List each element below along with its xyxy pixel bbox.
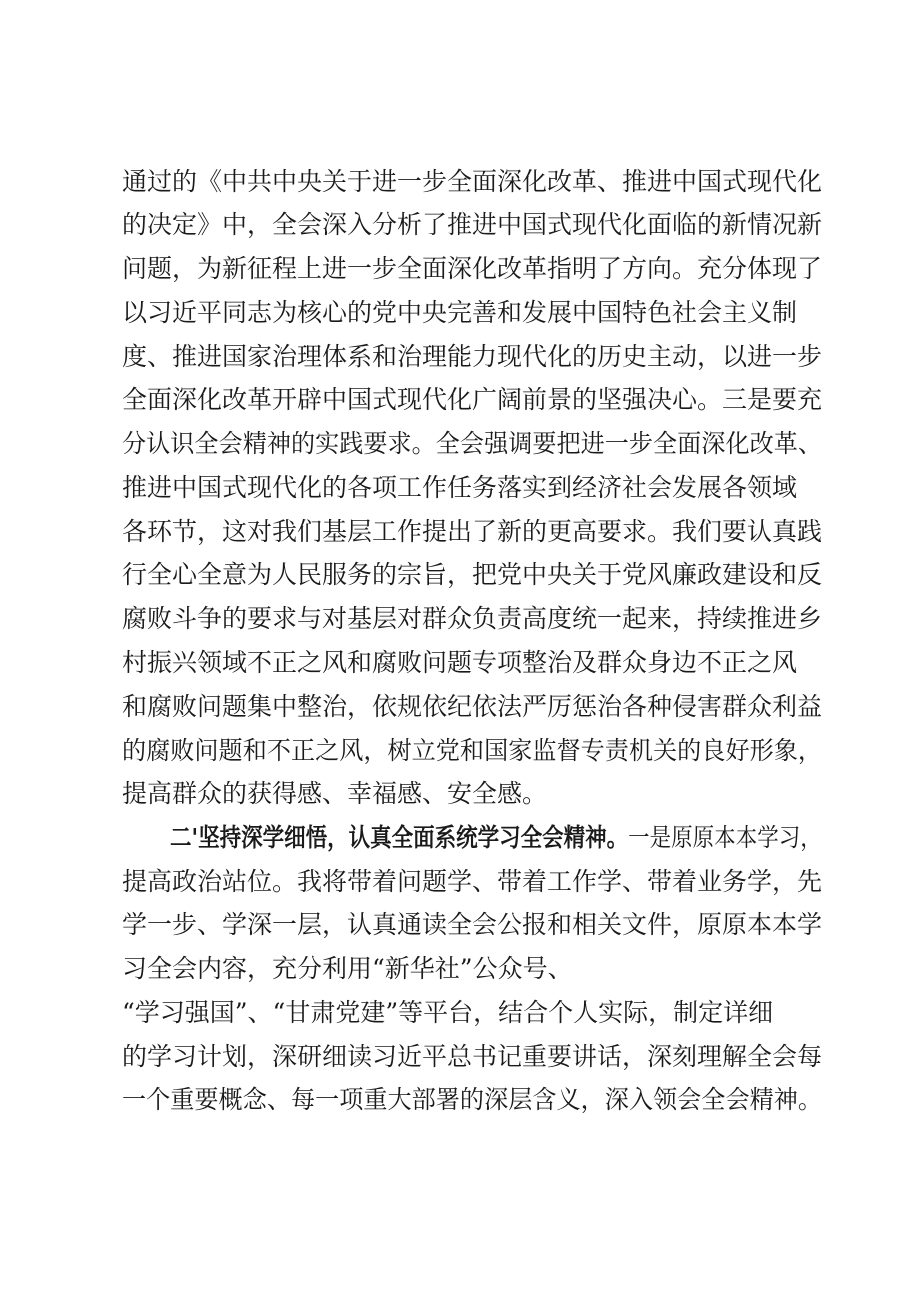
paragraph-heading-line: [170, 823, 822, 853]
text-line: 推进中国式现代化的各项工作任务落实到经济社会发展各领域: [122, 473, 798, 502]
text-line: 的腐败问题和不正之风，树立党和国家监督专责机关的良好形象，: [122, 736, 823, 765]
text-line: 习全会内容，充分利用“新华社”公众号、: [122, 954, 573, 983]
text-line: 提高群众的获得感、幸福感、安全感。: [122, 779, 548, 808]
text-line: 一个重要概念、每一项重大部署的深层含义，深入领会全会精神。: [122, 1085, 823, 1114]
text-line: 提高政治站位。我将带着问题学、带着工作学、带着业务学，先: [122, 867, 823, 896]
text-line: 的决定》中，全会深入分析了推进中国式现代化面临的新情况新: [122, 210, 823, 239]
text-line: “学习强国”、“甘肃党建”等平台，结合个人实际，制定详细: [122, 998, 774, 1027]
text-line: 村振兴领域不正之风和腐败问题专项整治及群众身边不正之风: [122, 648, 798, 677]
text-line: 度、推进国家治理体系和治理能力现代化的历史主动，以进一步: [122, 342, 823, 371]
text-line: 腐败斗争的要求与对基层对群众负责高度统一起来，持续推进乡: [122, 604, 823, 633]
text-span: 一是原原本本学习，: [628, 823, 822, 852]
text-line: 通过的《中共中央关于进一步全面深化改革、推进中国式现代化: [122, 167, 823, 196]
text-line: 问题，为新征程上进一步全面深化改革指明了方向。充分体现了: [122, 254, 823, 283]
text-line: 和腐败问题集中整治，依规依纪依法严厉惩治各种侵害群众利益: [122, 692, 823, 721]
text-line: 行全心全意为人民服务的宗旨，把党中央关于党风廉政建设和反: [122, 560, 823, 589]
text-line: 以习近平同志为核心的党中央完善和发展中国特色社会主义制: [122, 298, 798, 327]
section-heading: 二'坚持深学细悟，认真全面系统学习全会精神。: [170, 823, 629, 852]
text-line: 各环节，这对我们基层工作提出了新的更高要求。我们要认真践: [122, 517, 823, 546]
text-line: 的学习计划，深研细读习近平总书记重要讲话，深刻理解全会每: [122, 1042, 823, 1071]
text-line: 学一步、学深一层，认真通读全会公报和相关文件，原原本本学: [122, 910, 823, 939]
text-line: 分认识全会精神的实践要求。全会强调要把进一步全面深化改革、: [122, 429, 823, 458]
text-line: 全面深化改革开辟中国式现代化广阔前景的坚强决心。三是要充: [122, 385, 823, 414]
